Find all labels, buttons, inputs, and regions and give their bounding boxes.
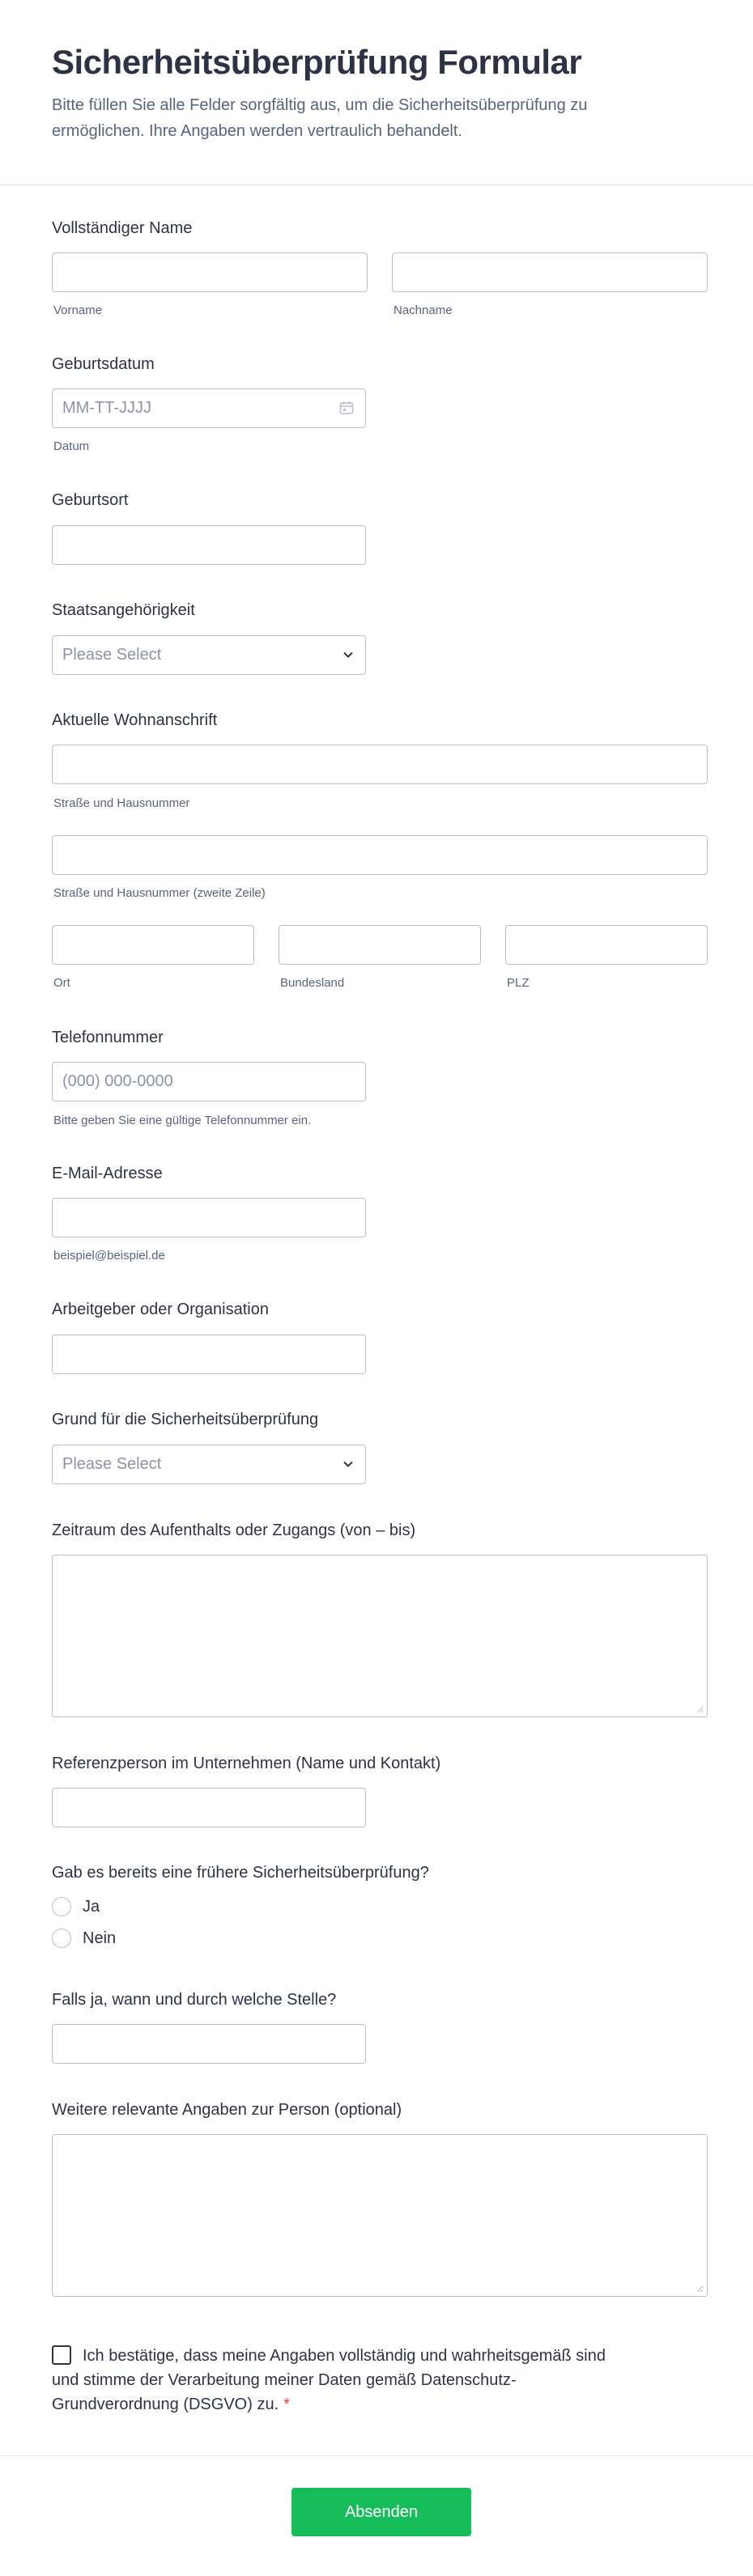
birthplace-input[interactable] (52, 525, 366, 565)
period-textarea[interactable] (52, 1555, 708, 1717)
birthplace-label: Geburtsort (52, 491, 129, 509)
radio-ja[interactable] (52, 1897, 71, 1916)
previous-check-label: Gab es bereits eine frühere Sicherheitsüberprüfung? (52, 1864, 429, 1882)
first-name-input[interactable] (52, 253, 368, 292)
form-header (0, 0, 753, 185)
resize-handle-icon[interactable] (696, 2285, 704, 2293)
state-input[interactable] (279, 925, 481, 965)
address-label: Aktuelle Wohnanschrift (52, 711, 218, 729)
reference-input[interactable] (52, 1788, 366, 1827)
reason-select[interactable] (52, 1445, 366, 1484)
resize-handle-icon[interactable] (696, 1705, 704, 1713)
form-title: Sicherheitsüberprüfung Formular (52, 43, 582, 81)
street-sublabel: Straße und Hausnummer (53, 796, 190, 810)
reason-placeholder: Please Select (62, 1455, 162, 1473)
radio-nein-label: Nein (83, 1929, 117, 1947)
birthdate-placeholder: MM-TT-JJJJ (62, 399, 151, 417)
radio-ja-label: Ja (83, 1898, 100, 1916)
email-input[interactable] (52, 1198, 366, 1237)
nationality-placeholder: Please Select (62, 646, 162, 664)
birthdate-input[interactable] (52, 388, 366, 428)
radio-nein[interactable] (52, 1929, 71, 1948)
city-sublabel: Ort (53, 976, 70, 990)
form-subtitle: Bitte füllen Sie alle Felder sorgfältig aus, um die Sicherheitsüberprüfung zu ermöglichen. Ihre Angaben werden vertraulich behandelt. (52, 96, 588, 140)
calendar-icon[interactable] (339, 401, 354, 415)
zip-input[interactable] (505, 925, 708, 965)
consent-label: Ich bestätige, dass meine Angaben vollständig und wahrheitsgemäß sind und stimme der Verarbeitung meiner Daten gemäß Datenschutz-Grundverordnung (DSGVO) zu. * (52, 2347, 606, 2413)
additional-label: Weitere relevante Angaben zur Person (optional) (52, 2101, 402, 2119)
name-label: Vollständiger Name (52, 219, 193, 237)
phone-label: Telefonnummer (52, 1029, 164, 1046)
city-input[interactable] (52, 925, 254, 965)
last-name-input[interactable] (392, 253, 708, 292)
previous-details-input[interactable] (52, 2024, 366, 2064)
street-input[interactable] (52, 745, 708, 784)
nationality-label: Staatsangehörigkeit (52, 601, 195, 619)
email-sublabel: beispiel@beispiel.de (53, 1249, 165, 1263)
phone-sublabel: Bitte geben Sie eine gültige Telefonnummer ein. (53, 1114, 312, 1127)
required-mark: * (283, 2396, 290, 2413)
email-label: E-Mail-Adresse (52, 1165, 163, 1182)
birthdate-sublabel: Datum (53, 439, 90, 453)
nationality-select[interactable] (52, 635, 366, 675)
employer-label: Arbeitgeber oder Organisation (52, 1301, 269, 1318)
last-name-sublabel: Nachname (394, 303, 453, 317)
phone-placeholder: (000) 000-0000 (62, 1072, 173, 1090)
first-name-sublabel: Vorname (53, 303, 103, 317)
reason-label: Grund für die Sicherheitsüberprüfung (52, 1411, 319, 1428)
zip-sublabel: PLZ (507, 976, 530, 990)
consent-checkbox[interactable] (52, 2345, 71, 2365)
state-sublabel: Bundesland (280, 976, 345, 990)
previous-details-label: Falls ja, wann und durch welche Stelle? (52, 1991, 337, 2009)
additional-textarea[interactable] (52, 2134, 708, 2297)
street2-input[interactable] (52, 835, 708, 875)
chevron-down-icon (342, 1458, 354, 1470)
phone-input[interactable] (52, 1062, 366, 1101)
employer-input[interactable] (52, 1335, 366, 1374)
street2-sublabel: Straße und Hausnummer (zweite Zeile) (53, 886, 266, 900)
submit-button[interactable]: Absenden (291, 2488, 471, 2536)
period-label: Zeitraum des Aufenthalts oder Zugangs (von – bis) (52, 1521, 416, 1539)
birthdate-label: Geburtsdatum (52, 355, 155, 373)
reference-label: Referenzperson im Unternehmen (Name und Kontakt) (52, 1755, 441, 1772)
chevron-down-icon (342, 649, 354, 660)
footer-divider (0, 2455, 753, 2456)
